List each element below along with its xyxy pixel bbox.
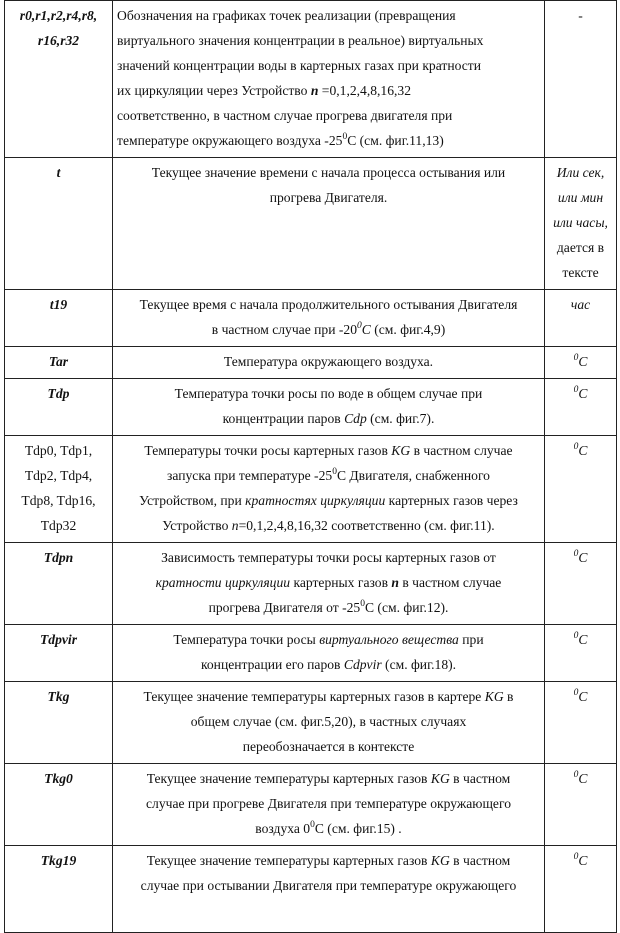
- description-text: случае при остывании Двигателя при температуре окружающего: [140, 878, 517, 893]
- symbol-text: Tdp0, Tdp1,: [24, 443, 93, 458]
- description-line: [117, 652, 540, 677]
- table-row: [5, 543, 617, 625]
- description-line: [117, 103, 540, 128]
- description-text: в частном случае: [410, 443, 513, 458]
- description-text: Текущее значение температуры картерных газов: [146, 853, 431, 868]
- description-cell: [113, 379, 545, 436]
- symbol-cell: [5, 682, 113, 764]
- description-text: Обозначения на графиках точек реализации (превращения: [117, 8, 456, 23]
- unit-text: или мин: [557, 190, 604, 205]
- table-row: [5, 347, 617, 379]
- unit-line: [549, 545, 612, 570]
- description-cell: [113, 1, 545, 158]
- description-text: концентрации его паров: [200, 657, 344, 672]
- table-row: [5, 436, 617, 543]
- description-cell: [113, 543, 545, 625]
- unit-text: C: [578, 689, 588, 704]
- description-text: при: [458, 632, 484, 647]
- table-row: [5, 846, 617, 933]
- description-text: переобозначается в контексте: [242, 739, 415, 754]
- description-text: Cdp: [344, 411, 367, 426]
- unit-text: C: [578, 550, 588, 565]
- description-text: С (см. фиг.11,13): [347, 133, 444, 148]
- description-text: температуре окружающего воздуха -25: [117, 133, 343, 148]
- description-cell: [113, 158, 545, 290]
- description-line: [117, 78, 540, 103]
- description-text: Текущее значение температуры картерных газов в картере: [143, 689, 485, 704]
- description-text: в частном: [449, 853, 511, 868]
- symbol-text: Tar: [48, 354, 69, 369]
- unit-line: [549, 160, 612, 185]
- description-text: случае при прогреве Двигателя при температуре окружающего: [146, 796, 511, 811]
- unit-cell: [545, 347, 617, 379]
- description-text: KG: [430, 853, 450, 868]
- description-text: кратности циркуляции: [155, 575, 291, 590]
- description-line: [117, 406, 540, 431]
- unit-line: [549, 848, 612, 873]
- description-text: С (см. фиг.15) .: [314, 821, 402, 836]
- symbol-text: Tkg: [47, 689, 70, 704]
- unit-line: [549, 349, 612, 374]
- description-text: Зависимость температуры точки росы картерных газов от: [161, 550, 496, 565]
- symbol-text: Tkg0: [44, 771, 73, 786]
- superscript-text: 0: [573, 549, 579, 559]
- unit-text: дается в: [556, 240, 605, 255]
- description-text: Текущее значение времени с начала процесса остывания или: [151, 165, 506, 180]
- description-line: [117, 873, 540, 898]
- symbol-text: Tdp32: [40, 518, 77, 533]
- description-line: [117, 545, 540, 570]
- superscript-text: 0: [360, 599, 365, 609]
- description-line: [117, 791, 540, 816]
- description-text: Текущее значение температуры картерных газов: [146, 771, 431, 786]
- symbol-text: Tdp2, Tdp4,: [24, 468, 93, 483]
- unit-line: [549, 3, 612, 28]
- description-cell: [113, 764, 545, 846]
- description-cell: [113, 290, 545, 347]
- description-line: [117, 292, 540, 317]
- unit-cell: [545, 379, 617, 436]
- description-text: прогрева Двигателя от -25: [208, 600, 361, 615]
- description-line: [117, 684, 540, 709]
- description-text: общем случае (см. фиг.5,20), в частных случаях: [190, 714, 467, 729]
- symbol-cell: [5, 347, 113, 379]
- description-text: Устройство: [162, 518, 232, 533]
- description-text: (см. фиг.4,9): [370, 322, 446, 337]
- description-line: [117, 848, 540, 873]
- description-line: [117, 3, 540, 28]
- description-text: картерных газов: [290, 575, 392, 590]
- unit-line: [549, 185, 612, 210]
- unit-text: Или сек,: [556, 165, 605, 180]
- description-text: С Двигателя, снабженного: [336, 468, 490, 483]
- symbol-cell: [5, 543, 113, 625]
- unit-cell: [545, 764, 617, 846]
- description-text: Температуры точки росы картерных газов: [144, 443, 392, 458]
- symbol-cell: [5, 1, 113, 158]
- symbols-table: [4, 0, 617, 933]
- unit-cell: [545, 158, 617, 290]
- description-text: воздуха 0: [255, 821, 311, 836]
- description-text: их циркуляции через Устройство: [117, 83, 311, 98]
- unit-text: C: [578, 771, 588, 786]
- table-row: [5, 764, 617, 846]
- description-text: в: [503, 689, 514, 704]
- unit-cell: [545, 682, 617, 764]
- description-line: [117, 128, 540, 153]
- unit-text: C: [578, 632, 588, 647]
- description-text: концентрации паров: [222, 411, 345, 426]
- description-cell: [113, 625, 545, 682]
- description-text: n: [231, 518, 239, 533]
- symbol-cell: [5, 379, 113, 436]
- description-text: Cdpvir: [343, 657, 382, 672]
- symbol-text: Tdp: [47, 386, 70, 401]
- unit-cell: [545, 290, 617, 347]
- description-text: запуска при температуре -25: [167, 468, 333, 483]
- description-text: в частном: [449, 771, 511, 786]
- unit-line: [549, 684, 612, 709]
- unit-line: [549, 627, 612, 652]
- symbol-text: Tdpn: [43, 550, 74, 565]
- superscript-text: 0: [573, 442, 579, 452]
- description-cell: [113, 347, 545, 379]
- description-text: C: [361, 322, 371, 337]
- description-text: в частном случае при -20: [211, 322, 358, 337]
- description-text: Температура окружающего воздуха.: [223, 354, 434, 369]
- table-row: [5, 158, 617, 290]
- description-text: n: [391, 575, 399, 590]
- description-line: [117, 816, 540, 841]
- unit-cell: [545, 625, 617, 682]
- description-text: Температура точки росы по воде в общем случае при: [174, 386, 483, 401]
- unit-text: или часы,: [553, 215, 608, 230]
- symbol-cell: [5, 764, 113, 846]
- table-row: [5, 1, 617, 158]
- description-text: =0,1,2,4,8,16,32: [318, 83, 412, 98]
- table-row: [5, 290, 617, 347]
- unit-text: C: [578, 354, 588, 369]
- description-text: Текущее время с начала продолжительного остывания Двигателя: [139, 297, 518, 312]
- description-line: [117, 709, 540, 734]
- symbol-text: t19: [49, 297, 68, 312]
- description-cell: [113, 846, 545, 933]
- symbol-text: Tdpvir: [40, 632, 77, 647]
- description-text: в частном случае: [398, 575, 502, 590]
- unit-line: [549, 235, 612, 260]
- unit-line: [549, 766, 612, 791]
- unit-cell: [545, 436, 617, 543]
- unit-cell: [545, 543, 617, 625]
- description-text: KG: [484, 689, 504, 704]
- description-text: прогрева Двигателя.: [269, 190, 388, 205]
- description-line: [117, 595, 540, 620]
- unit-cell: [545, 1, 617, 158]
- description-text: картерных газов через: [385, 493, 518, 508]
- description-line: [117, 53, 540, 78]
- description-text: значений концентрации воды в картерных газах при кратности: [117, 58, 482, 73]
- superscript-text: 0: [310, 820, 315, 830]
- description-text: Устройством, при: [139, 493, 246, 508]
- description-cell: [113, 682, 545, 764]
- unit-text: C: [578, 386, 588, 401]
- description-line: [117, 349, 540, 374]
- description-text: соответственно, в частном случае прогрева двигателя при: [117, 108, 453, 123]
- description-text: виртуального вещества: [319, 632, 459, 647]
- description-line: [117, 438, 540, 463]
- superscript-text: 0: [573, 770, 579, 780]
- description-text: KG: [430, 771, 450, 786]
- superscript-text: 0: [573, 385, 579, 395]
- description-line: [117, 570, 540, 595]
- description-line: [117, 185, 540, 210]
- description-line: [117, 317, 540, 342]
- unit-line: [549, 381, 612, 406]
- description-line: [117, 160, 540, 185]
- description-text: Температура точки росы: [173, 632, 320, 647]
- table-row: [5, 682, 617, 764]
- superscript-text: 0: [357, 321, 362, 331]
- symbol-cell: [5, 290, 113, 347]
- unit-text: -: [578, 8, 583, 23]
- description-line: [117, 488, 540, 513]
- superscript-text: 0: [342, 132, 348, 142]
- unit-text: час: [570, 297, 591, 312]
- superscript-text: 0: [573, 852, 579, 862]
- symbol-cell: [5, 625, 113, 682]
- description-text: виртуального значения концентрации в реальное) виртуальных: [117, 33, 484, 48]
- description-line: [117, 627, 540, 652]
- description-text: (см. фиг.7).: [366, 411, 435, 426]
- description-line: [117, 766, 540, 791]
- symbol-text: r0,r1,r2,r4,r8,: [19, 8, 98, 23]
- unit-text: C: [578, 853, 588, 868]
- superscript-text: 0: [573, 631, 579, 641]
- symbol-text: r16,r32: [37, 33, 80, 48]
- unit-text: C: [578, 443, 588, 458]
- unit-text: тексте: [562, 265, 599, 280]
- superscript-text: 0: [573, 353, 579, 363]
- table-row: [5, 625, 617, 682]
- description-text: KG: [391, 443, 411, 458]
- description-line: [117, 463, 540, 488]
- symbol-cell: [5, 846, 113, 933]
- description-text: n: [310, 83, 319, 98]
- description-line: [117, 513, 540, 538]
- symbol-text: Tkg19: [40, 853, 77, 868]
- superscript-text: 0: [573, 688, 579, 698]
- symbol-text: Tdp8, Tdp16,: [21, 493, 96, 508]
- unit-line: [549, 438, 612, 463]
- description-text: кратностях циркуляции: [245, 493, 386, 508]
- unit-line: [549, 260, 612, 285]
- symbol-cell: [5, 436, 113, 543]
- symbols-table-body: [5, 1, 617, 933]
- symbol-text: t: [56, 165, 61, 180]
- superscript-text: 0: [332, 467, 337, 477]
- description-line: [117, 28, 540, 53]
- symbol-cell: [5, 158, 113, 290]
- unit-line: [549, 210, 612, 235]
- unit-cell: [545, 846, 617, 933]
- unit-line: [549, 292, 612, 317]
- table-row: [5, 379, 617, 436]
- description-cell: [113, 436, 545, 543]
- description-text: (см. фиг.18).: [381, 657, 457, 672]
- description-text: С (см. фиг.12).: [364, 600, 449, 615]
- description-line: [117, 734, 540, 759]
- description-line: [117, 381, 540, 406]
- description-text: =0,1,2,4,8,16,32 соответственно (см. фиг.11).: [238, 518, 495, 533]
